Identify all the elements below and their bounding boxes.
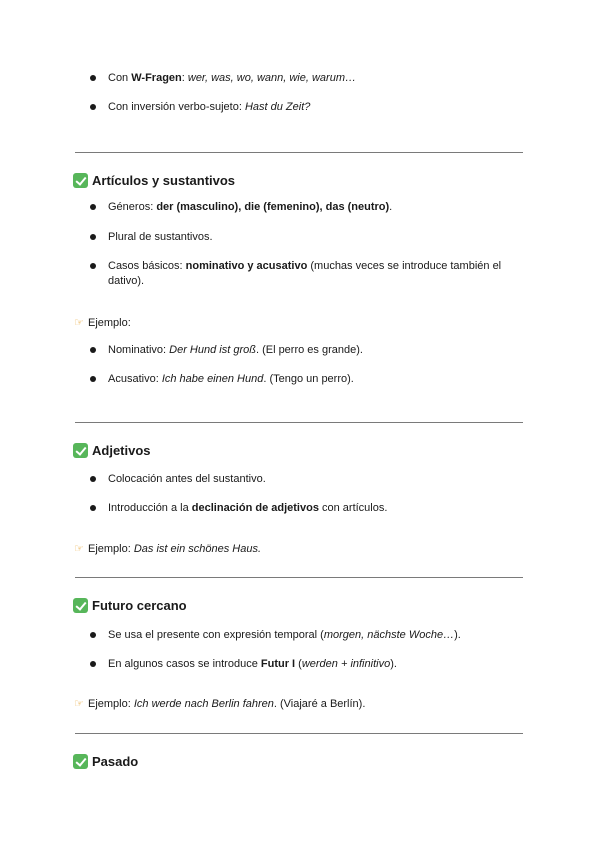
bullet bbox=[90, 263, 96, 269]
bullet bbox=[90, 75, 96, 81]
list-item-colocacion: Colocación antes del sustantivo. bbox=[108, 473, 266, 485]
bullet bbox=[90, 476, 96, 482]
list-item-plural: Plural de sustantivos. bbox=[108, 231, 213, 243]
section-title: Futuro cercano bbox=[92, 597, 187, 613]
example-acusativo: Acusativo: Ich habe einen Hund. (Tengo un perro). bbox=[108, 373, 354, 385]
divider bbox=[75, 733, 523, 734]
example-futuro: ☞ Ejemplo: Ich werde nach Berlin fahren. (Viajaré a Berlín). bbox=[74, 698, 366, 710]
check-mark-icon bbox=[73, 754, 88, 769]
list-item-presente: Se usa el presente con expresión temporal (morgen, nächste Woche…). bbox=[108, 629, 461, 641]
list-item-generos: Géneros: der (masculino), die (femenino), das (neutro). bbox=[108, 201, 393, 213]
check-mark-icon bbox=[73, 443, 88, 458]
pointing-hand-icon: ☞ bbox=[74, 698, 84, 710]
bullet bbox=[90, 204, 96, 210]
pointing-hand-icon: ☞ bbox=[74, 317, 84, 329]
example-label-articulos: ☞ Ejemplo: bbox=[74, 317, 131, 329]
list-item-inversion: Con inversión verbo-sujeto: Hast du Zeit? bbox=[108, 101, 311, 113]
bullet bbox=[90, 347, 96, 353]
divider bbox=[75, 422, 523, 423]
bullet bbox=[90, 505, 96, 511]
pointing-hand-icon: ☞ bbox=[74, 543, 84, 555]
section-heading-adjetivos bbox=[73, 441, 151, 459]
bullet bbox=[90, 632, 96, 638]
section-heading-articulos bbox=[73, 171, 235, 189]
section-title: Pasado bbox=[92, 753, 139, 769]
check-mark-icon bbox=[73, 173, 88, 188]
divider bbox=[75, 152, 523, 153]
check-mark-icon bbox=[73, 598, 88, 613]
example-nominativo: Nominativo: Der Hund ist groß. (El perro es grande). bbox=[108, 344, 363, 356]
section-heading-pasado bbox=[73, 752, 138, 770]
bullet bbox=[90, 376, 96, 382]
list-item-w-fragen: Con W-Fragen: wer, was, wo, wann, wie, warum… bbox=[108, 72, 356, 84]
example-adjetivos: ☞ Ejemplo: Das ist ein schönes Haus. bbox=[74, 543, 262, 555]
list-item-futur-i: En algunos casos se introduce Futur I (werden + infinitivo). bbox=[108, 658, 397, 670]
divider bbox=[75, 577, 523, 578]
bullet bbox=[90, 661, 96, 667]
list-item-casos-continuation: dativo). bbox=[108, 275, 145, 287]
list-item-casos: Casos básicos: nominativo y acusativo (muchas veces se introduce también el bbox=[108, 260, 502, 272]
bullet bbox=[90, 104, 96, 110]
list-item-declinacion: Introducción a la declinación de adjetivos con artículos. bbox=[108, 502, 388, 514]
section-title: Adjetivos bbox=[92, 442, 151, 458]
bullet bbox=[90, 234, 96, 240]
section-heading-futuro bbox=[73, 596, 187, 614]
section-title: Artículos y sustantivos bbox=[92, 172, 236, 188]
